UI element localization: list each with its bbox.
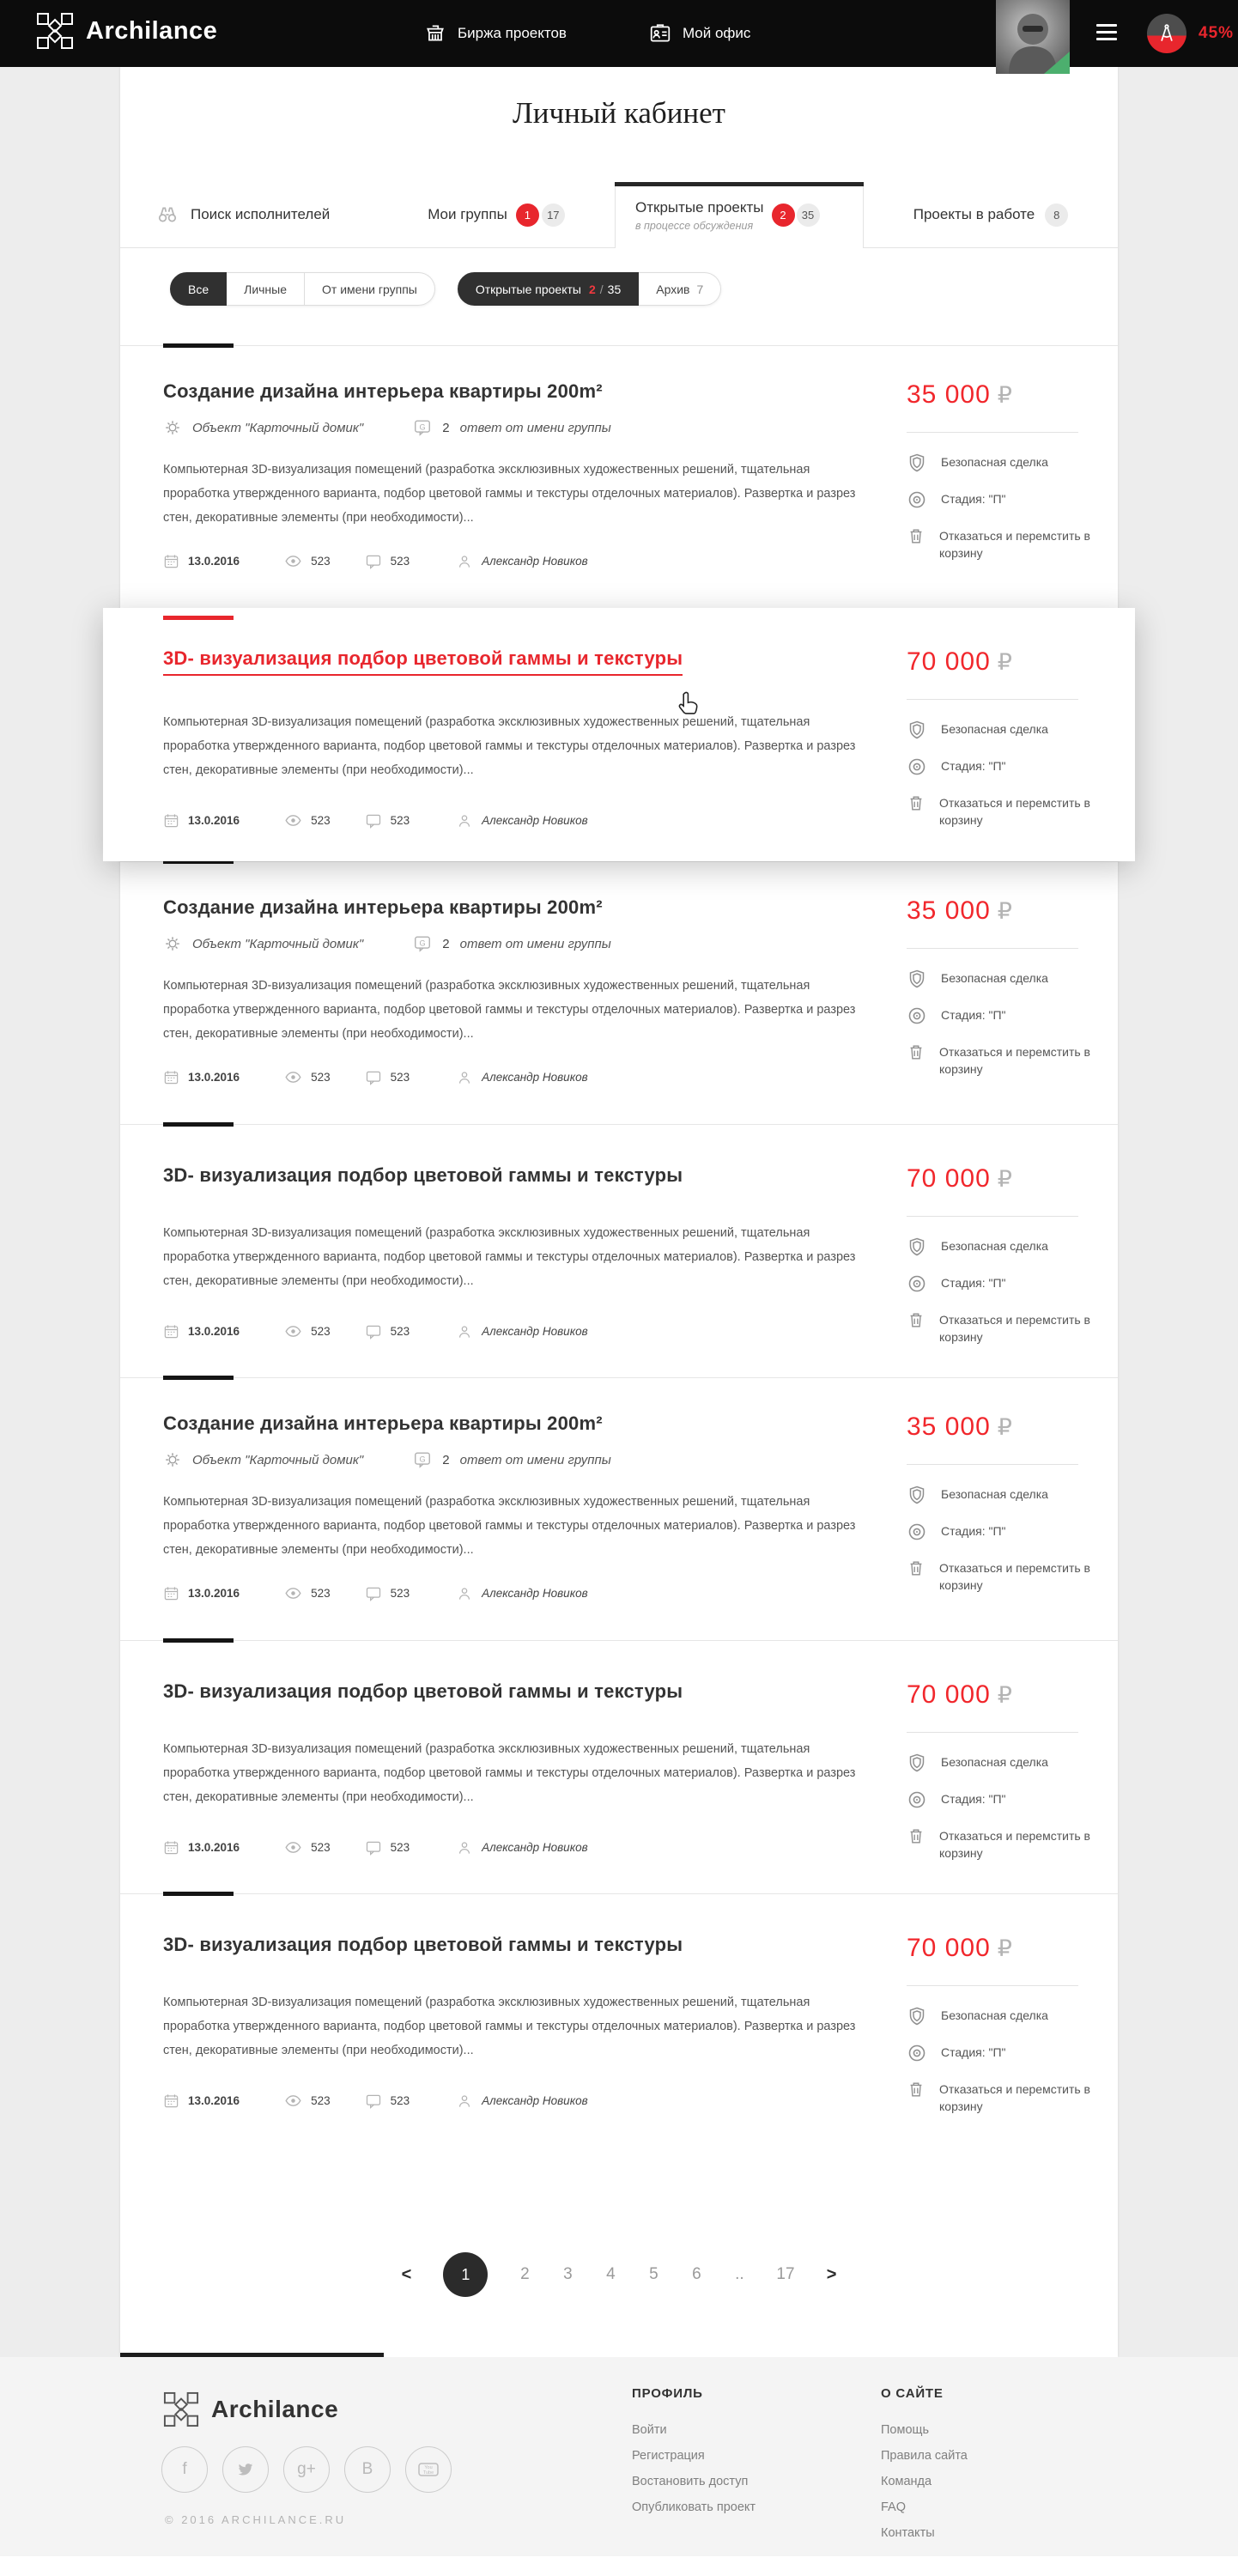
safe-deal-label: Безопасная сделка — [941, 1487, 1048, 1501]
user-avatar-photo[interactable] — [996, 0, 1070, 74]
project-author[interactable]: Александр Новиков — [482, 555, 588, 568]
project-date: 13.0.2016 — [188, 1587, 240, 1600]
discard-action[interactable] — [907, 1827, 1106, 1862]
project-title-hovered[interactable]: 3D- визуализация подбор цветовой гаммы и текстуры — [163, 647, 683, 676]
filter-open-label: Открытые проекты — [475, 282, 581, 296]
menu-hamburger-icon[interactable] — [1096, 24, 1117, 45]
stage-label: Стадия: "П" — [941, 759, 1006, 773]
cursor-pointer-icon — [677, 690, 702, 720]
pagination-prev[interactable]: < — [401, 2264, 412, 2284]
tab-search-performers[interactable] — [120, 182, 378, 247]
project-stats — [163, 811, 872, 829]
footer — [0, 2357, 1238, 2556]
discard-label: Отказаться и перемстить в корзину — [939, 1829, 1090, 1860]
project-card — [120, 1893, 1118, 2147]
project-side-panel — [907, 896, 1118, 1124]
stage-target-icon — [907, 2043, 927, 2063]
project-author[interactable]: Александр Новиков — [482, 814, 588, 827]
pagination-ellipsis: .. — [735, 2265, 744, 2283]
comments-count: 523 — [390, 1587, 410, 1600]
tab-badge-new: 1 — [516, 204, 539, 227]
pagination-page[interactable]: 4 — [606, 2265, 616, 2283]
project-description: Компьютерная 3D-визуализация помещений (разработка эксклюзивных художественных решений, тщательная проработка утвержденного варианта, подбор цветовой гаммы и текстуры отделочных материалов). Развертка и разрез стен, декоративные элементы (при необходимости)... — [163, 1996, 856, 2057]
group-reply-icon — [413, 418, 432, 437]
tab-badge-total: 8 — [1045, 204, 1068, 227]
footer-brand[interactable] — [163, 2391, 338, 2427]
project-meta — [163, 934, 872, 953]
stage-action[interactable] — [907, 1006, 1106, 1026]
project-card — [120, 861, 1118, 1124]
author-person-icon — [456, 812, 473, 829]
stage-target-icon — [907, 1005, 927, 1026]
discard-label: Отказаться и перемстить в корзину — [939, 2082, 1090, 2113]
currency-ruble: ₽ — [997, 649, 1013, 676]
pagination-next[interactable]: > — [826, 2264, 837, 2284]
safe-deal-action[interactable] — [907, 720, 1106, 740]
footer-link-help[interactable]: Помощь — [881, 2423, 930, 2437]
filter-open-new-count: 2 — [588, 282, 596, 296]
comments-count: 523 — [390, 555, 410, 568]
project-date: 13.0.2016 — [188, 555, 240, 568]
safe-deal-action[interactable] — [907, 969, 1106, 989]
page-title: Личный кабинет — [513, 96, 725, 130]
id-card-icon — [649, 22, 671, 45]
stage-action[interactable] — [907, 1790, 1106, 1810]
project-title[interactable]: 3D- визуализация подбор цветовой гаммы и текстуры — [163, 1164, 683, 1186]
project-date: 13.0.2016 — [188, 2094, 240, 2107]
filter-personal[interactable]: Личные — [227, 272, 305, 306]
nav-item-label: Биржа проектов — [458, 25, 567, 41]
divider — [907, 699, 1078, 700]
replies-label: ответ от имени группы — [459, 936, 611, 951]
svg-text:Tube: Tube — [422, 2470, 434, 2476]
tab-open-projects-active[interactable] — [615, 182, 864, 248]
views-eye-icon — [284, 811, 302, 829]
project-description: Компьютерная 3D-визуализация помещений (разработка эксклюзивных художественных решений, тщательная проработка утвержденного варианта, подбор цветовой гаммы и текстуры отделочных материалов). Развертка и разрез стен, декоративные элементы (при необходимости)... — [163, 979, 856, 1041]
project-stats — [163, 1584, 872, 1602]
comments-icon — [365, 1069, 382, 1086]
discard-label: Отказаться и перемстить в корзину — [939, 796, 1090, 827]
google-plus-icon[interactable]: g+ — [283, 2446, 330, 2493]
nav-item-label: Мой офис — [682, 25, 751, 41]
replies-count: 2 — [442, 1452, 450, 1467]
stage-label: Стадия: "П" — [941, 1008, 1006, 1022]
trash-icon — [907, 2080, 925, 2099]
divider — [907, 1464, 1078, 1465]
discard-label: Отказаться и перемстить в корзину — [939, 1045, 1090, 1076]
comments-count: 523 — [390, 1325, 410, 1338]
footer-link-faq[interactable]: FAQ — [881, 2500, 907, 2514]
project-card — [120, 1377, 1118, 1640]
trash-icon — [907, 1826, 925, 1845]
replies-count: 2 — [442, 420, 450, 435]
project-stats — [163, 552, 872, 570]
shield-icon — [907, 453, 927, 473]
safe-deal-label: Безопасная сделка — [941, 1755, 1048, 1769]
project-card-hovered — [103, 608, 1135, 861]
project-object[interactable]: Объект "Карточный домик" — [192, 420, 364, 435]
project-title[interactable]: 3D- визуализация подбор цветовой гаммы и текстуры — [163, 1680, 683, 1702]
filter-archive-count: 7 — [696, 282, 704, 296]
footer-link-register[interactable]: Регистрация — [632, 2449, 705, 2463]
project-price: 70 000 ₽ — [907, 1164, 1013, 1193]
safe-deal-label: Безопасная сделка — [941, 1239, 1048, 1253]
nav-item-exchange[interactable] — [424, 22, 567, 45]
project-stats — [163, 1322, 872, 1340]
stage-label: Стадия: "П" — [941, 1792, 1006, 1806]
replies-label: ответ от имени группы — [459, 420, 611, 435]
trash-icon — [907, 526, 925, 545]
currency-ruble: ₽ — [997, 382, 1013, 409]
brand[interactable] — [36, 12, 217, 50]
project-side-panel — [907, 1413, 1118, 1640]
vkontakte-icon[interactable]: B — [344, 2446, 391, 2493]
views-count: 523 — [311, 1587, 331, 1600]
stage-action[interactable] — [907, 1522, 1106, 1542]
svg-text:G: G — [419, 939, 426, 948]
safe-deal-action[interactable] — [907, 453, 1106, 473]
footer-link-restore-access[interactable]: Востановить доступ — [632, 2475, 749, 2488]
stage-target-icon — [907, 756, 927, 777]
project-price: 70 000 ₽ — [907, 1934, 1013, 1962]
project-card — [120, 1640, 1118, 1893]
stage-action[interactable] — [907, 2044, 1106, 2063]
footer-social — [161, 2446, 452, 2493]
binoculars-icon — [156, 204, 179, 226]
divider — [907, 948, 1078, 949]
author-person-icon — [456, 2093, 473, 2110]
shield-icon — [907, 1753, 927, 1773]
shield-icon — [907, 969, 927, 989]
divider — [907, 432, 1078, 433]
trash-icon — [907, 793, 925, 812]
divider — [907, 1732, 1078, 1733]
filter-archive-label: Архив — [656, 282, 690, 296]
project-stats — [163, 1068, 872, 1086]
project-author[interactable]: Александр Новиков — [482, 2094, 588, 2107]
views-eye-icon — [284, 2092, 302, 2110]
youtube-icon[interactable] — [405, 2446, 452, 2493]
safe-deal-label: Безопасная сделка — [941, 971, 1048, 985]
twitter-icon[interactable] — [222, 2446, 269, 2493]
currency-ruble: ₽ — [997, 1414, 1013, 1441]
project-description: Компьютерная 3D-визуализация помещений (разработка эксклюзивных художественных решений, тщательная проработка утвержденного варианта, подбор цветовой гаммы и текстуры отделочных материалов). Развертка и разрез стен, декоративные элементы (при необходимости)... — [163, 1742, 856, 1804]
comments-icon — [365, 553, 382, 570]
discard-label: Отказаться и перемстить в корзину — [939, 1313, 1090, 1344]
safe-deal-action[interactable] — [907, 2007, 1106, 2026]
calendar-icon — [163, 1839, 179, 1856]
tab-label: Мои группы — [428, 206, 507, 222]
safe-deal-action[interactable] — [907, 1485, 1106, 1505]
pagination-page-active[interactable]: 1 — [443, 2252, 488, 2297]
views-eye-icon — [284, 1322, 302, 1340]
divider — [907, 1985, 1078, 1986]
svg-text:G: G — [419, 422, 426, 432]
tab-my-groups[interactable] — [378, 182, 615, 247]
tab-projects-in-work[interactable] — [864, 182, 1118, 247]
project-card — [120, 1124, 1118, 1377]
gear-icon — [163, 934, 182, 953]
tab-bar — [120, 182, 1118, 248]
views-count: 523 — [311, 814, 331, 827]
tab-label: Проекты в работе — [913, 206, 1035, 222]
project-date: 13.0.2016 — [188, 1841, 240, 1854]
tab-label: Поиск исполнителей — [191, 206, 331, 222]
calendar-icon — [163, 812, 179, 829]
discard-label: Отказаться и перемстить в корзину — [939, 529, 1090, 560]
divider — [907, 1216, 1078, 1217]
stage-label: Стадия: "П" — [941, 1276, 1006, 1290]
project-description: Компьютерная 3D-визуализация помещений (разработка эксклюзивных художественных решений, тщательная проработка утвержденного варианта, подбор цветовой гаммы и текстуры отделочных материалов). Развертка и разрез стен, декоративные элементы (при необходимости)... — [163, 1495, 856, 1557]
trash-icon — [907, 1310, 925, 1329]
page-bottom-strip — [0, 2556, 1238, 2576]
trash-icon — [907, 1558, 925, 1577]
tab-badge-new: 2 — [772, 204, 795, 227]
stage-action[interactable] — [907, 757, 1106, 777]
header-nav — [424, 0, 750, 67]
stage-target-icon — [907, 1522, 927, 1542]
project-list — [120, 345, 1118, 2147]
shield-icon — [907, 2006, 927, 2026]
brand-logo-icon — [36, 12, 74, 50]
filter-open-total-count: 35 — [607, 282, 622, 296]
views-count: 523 — [311, 2094, 331, 2107]
shield-icon — [907, 1485, 927, 1505]
filter-bar — [120, 248, 1118, 306]
calendar-icon — [163, 2093, 179, 2109]
safe-deal-label: Безопасная сделка — [941, 2008, 1048, 2022]
safe-deal-action[interactable] — [907, 1237, 1106, 1257]
stage-action[interactable] — [907, 1274, 1106, 1294]
project-author[interactable]: Александр Новиков — [482, 1325, 588, 1338]
views-count: 523 — [311, 555, 331, 568]
filter-open-separator: / — [599, 282, 604, 296]
stage-label: Стадия: "П" — [941, 1524, 1006, 1538]
project-title[interactable]: Создание дизайна интерьера квартиры 200m² — [163, 1413, 603, 1434]
views-count: 523 — [311, 1071, 331, 1084]
footer-link-publish-project[interactable]: Опубликовать проект — [632, 2500, 756, 2514]
replies-label: ответ от имени группы — [459, 1452, 611, 1467]
footer-link-site-rules[interactable]: Правила сайта — [881, 2449, 968, 2463]
footer-column-about — [881, 2386, 968, 2540]
group-reply-icon — [413, 1450, 432, 1469]
group-reply-icon — [413, 934, 432, 953]
safe-deal-action[interactable] — [907, 1753, 1106, 1773]
svg-text:You: You — [424, 2465, 433, 2470]
project-title[interactable]: Создание дизайна интерьера квартиры 200m² — [163, 380, 603, 402]
online-status-corner — [1044, 52, 1070, 74]
project-meta — [163, 418, 872, 437]
project-meta — [163, 1450, 872, 1469]
pagination-page[interactable]: 5 — [649, 2265, 658, 2283]
filter-on-behalf-of-group[interactable]: От имени группы — [305, 272, 435, 306]
calendar-icon — [163, 1069, 179, 1085]
stage-target-icon — [907, 1273, 927, 1294]
comments-icon — [365, 1585, 382, 1602]
views-eye-icon — [284, 1584, 302, 1602]
currency-ruble: ₽ — [997, 1935, 1013, 1962]
gear-icon — [163, 418, 182, 437]
project-side-panel — [907, 1680, 1118, 1893]
views-count: 523 — [311, 1325, 331, 1338]
project-object[interactable]: Объект "Карточный домик" — [192, 1452, 364, 1467]
stage-target-icon — [907, 1789, 927, 1810]
tab-badge-total: 35 — [797, 204, 820, 227]
footer-logo-icon — [163, 2391, 199, 2427]
author-person-icon — [456, 1585, 473, 1602]
project-side-panel — [907, 380, 1118, 608]
project-price: 35 000 ₽ — [907, 896, 1013, 925]
project-author[interactable]: Александр Новиков — [482, 1071, 588, 1084]
currency-ruble: ₽ — [997, 898, 1013, 925]
author-person-icon — [456, 1323, 473, 1340]
views-eye-icon — [284, 552, 302, 570]
footer-link-team[interactable]: Команда — [881, 2475, 932, 2488]
comments-count: 523 — [390, 1841, 410, 1854]
header — [0, 0, 1238, 67]
project-price: 70 000 ₽ — [907, 1680, 1013, 1709]
trash-icon — [907, 1042, 925, 1061]
footer-column-heading: О САЙТЕ — [881, 2386, 944, 2401]
market-icon — [424, 22, 446, 45]
footer-link-login[interactable]: Войти — [632, 2423, 667, 2437]
footer-link-contacts[interactable]: Контакты — [881, 2526, 935, 2540]
main-container — [120, 67, 1118, 2357]
filter-scope-group — [170, 272, 435, 306]
stage-target-icon — [907, 489, 927, 510]
project-description: Компьютерная 3D-визуализация помещений (разработка эксклюзивных художественных решений, тщательная проработка утвержденного варианта, подбор цветовой гаммы и текстуры отделочных материалов). Развертка и разрез стен, декоративные элементы (при необходимости)... — [163, 715, 856, 777]
stage-label: Стадия: "П" — [941, 492, 1006, 506]
pagination-page[interactable]: 6 — [692, 2265, 701, 2283]
discard-label: Отказаться и перемстить в корзину — [939, 1561, 1090, 1592]
project-date: 13.0.2016 — [188, 1071, 240, 1084]
footer-column-profile — [632, 2386, 756, 2514]
comments-icon — [365, 2093, 382, 2110]
currency-ruble: ₽ — [997, 1166, 1013, 1193]
project-side-panel — [907, 1164, 1118, 1377]
project-date: 13.0.2016 — [188, 814, 240, 827]
discard-action[interactable] — [907, 2081, 1106, 2115]
project-price: 70 000 ₽ — [907, 647, 1013, 676]
safe-deal-label: Безопасная сделка — [941, 722, 1048, 736]
currency-ruble: ₽ — [997, 1682, 1013, 1709]
brand-name: Archilance — [86, 16, 218, 45]
views-eye-icon — [284, 1838, 302, 1856]
author-person-icon — [456, 553, 473, 570]
footer-brand-name: Archilance — [211, 2396, 339, 2422]
filter-archive[interactable] — [639, 272, 721, 306]
discard-action[interactable] — [907, 1559, 1106, 1594]
author-person-icon — [456, 1069, 473, 1086]
pagination-page[interactable]: 3 — [563, 2265, 573, 2283]
project-description: Компьютерная 3D-визуализация помещений (разработка эксклюзивных художественных решений, тщательная проработка утвержденного варианта, подбор цветовой гаммы и текстуры отделочных материалов). Развертка и разрез стен, декоративные элементы (при необходимости)... — [163, 1226, 856, 1288]
project-price: 35 000 ₽ — [907, 1413, 1013, 1441]
facebook-icon[interactable]: f — [161, 2446, 208, 2493]
comments-icon — [365, 1839, 382, 1856]
nav-item-office[interactable] — [649, 22, 750, 45]
comments-count: 523 — [390, 2094, 410, 2107]
profile-completeness-percent: 45% — [1199, 24, 1235, 42]
filter-all[interactable]: Все — [170, 272, 227, 306]
views-count: 523 — [311, 1841, 331, 1854]
tab-label: Открытые проекты — [635, 198, 764, 216]
comments-count: 523 — [390, 814, 410, 827]
project-date: 13.0.2016 — [188, 1325, 240, 1338]
compass-icon — [1156, 22, 1178, 45]
project-title[interactable]: 3D- визуализация подбор цветовой гаммы и текстуры — [163, 1934, 683, 1955]
pagination-page[interactable]: 2 — [520, 2265, 530, 2283]
footer-column-heading: ПРОФИЛЬ — [632, 2386, 703, 2401]
tab-sublabel: в процессе обсуждения — [635, 219, 754, 232]
pagination-page[interactable]: 17 — [776, 2265, 795, 2283]
stage-label: Стадия: "П" — [941, 2045, 1006, 2059]
discard-action[interactable] — [907, 794, 1106, 829]
comments-icon — [365, 1323, 382, 1340]
project-card — [120, 345, 1118, 608]
stage-action[interactable] — [907, 490, 1106, 510]
filter-open-projects[interactable] — [458, 272, 639, 306]
project-author[interactable]: Александр Новиков — [482, 1587, 588, 1600]
calendar-icon — [163, 1323, 179, 1340]
discard-action[interactable] — [907, 527, 1106, 562]
calendar-icon — [163, 1585, 179, 1601]
project-object[interactable]: Объект "Карточный домик" — [192, 936, 364, 951]
project-author[interactable]: Александр Новиков — [482, 1841, 588, 1854]
footer-copyright: © 2016 ARCHILANCE.RU — [165, 2513, 347, 2526]
safe-deal-label: Безопасная сделка — [941, 455, 1048, 469]
comments-count: 523 — [390, 1071, 410, 1084]
discard-action[interactable] — [907, 1043, 1106, 1078]
profile-progress-avatar[interactable] — [1147, 14, 1186, 53]
tab-badge-total: 17 — [542, 204, 565, 227]
pagination — [120, 2252, 1118, 2297]
discard-action[interactable] — [907, 1311, 1106, 1346]
calendar-icon — [163, 553, 179, 569]
svg-text:G: G — [419, 1455, 426, 1464]
project-stats — [163, 1838, 872, 1856]
shield-icon — [907, 720, 927, 740]
project-side-panel — [907, 1934, 1118, 2147]
project-side-panel — [907, 647, 1118, 861]
views-eye-icon — [284, 1068, 302, 1086]
gear-icon — [163, 1450, 182, 1469]
replies-count: 2 — [442, 936, 450, 951]
author-person-icon — [456, 1839, 473, 1856]
project-title[interactable]: Создание дизайна интерьера квартиры 200m² — [163, 896, 603, 918]
shield-icon — [907, 1236, 927, 1257]
project-price: 35 000 ₽ — [907, 380, 1013, 409]
filter-state-group — [458, 272, 721, 306]
comments-icon — [365, 812, 382, 829]
project-description: Компьютерная 3D-визуализация помещений (разработка эксклюзивных художественных решений, тщательная проработка утвержденного варианта, подбор цветовой гаммы и текстуры отделочных материалов). Развертка и разрез стен, декоративные элементы (при необходимости)... — [163, 463, 856, 525]
project-stats — [163, 2092, 872, 2110]
